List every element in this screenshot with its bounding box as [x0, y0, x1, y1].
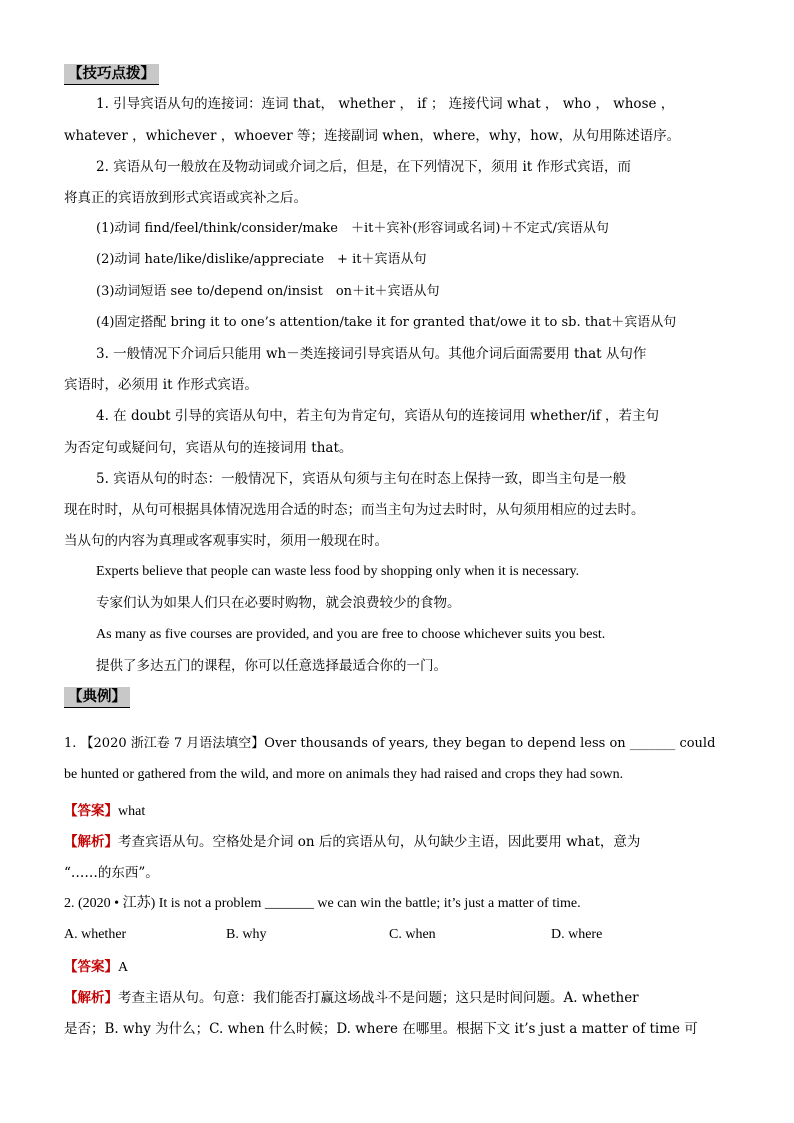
rule-3: (3)动词短语 see to/depend on/insist on＋it＋宾语从句 [96, 284, 440, 299]
answer-label: 【答案】 [64, 803, 118, 819]
example-sentence-2-en: As many as five courses are provided, and you are free to choose whichever suits you best. [96, 627, 606, 642]
analysis-text: 考查宾语从句。空格处是介词 on 后的宾语从句，从句缺少主语，因此要用 what，意为 [118, 834, 641, 850]
question-1-analysis-line-1 [64, 833, 640, 851]
option-a: A. whether [64, 927, 127, 942]
tip-2-line-1: 2. 宾语从句一般放在及物动词或介词之后，但是，在下列情况下，须用 it 作形式宾语，而 [96, 159, 631, 175]
question-2: 2. (2020 • 江苏) It is not a problem _______ we can win the battle; it’s just a matter of time. [64, 896, 581, 911]
tip-1-line-2: whatever ，whichever ，whoever 等；连接副词 when，where，why，how，从句用陈述语序。 [64, 128, 681, 144]
tip-4-line-2: 为否定句或疑问句，宾语从句的连接词用 that。 [64, 440, 353, 456]
question-1-answer [64, 802, 145, 821]
tip-3-line-2: 宾语时，必须用 it 作形式宾语。 [64, 377, 258, 393]
tip-2-line-2: 将真正的宾语放到形式宾语或宾补之后。 [64, 190, 307, 206]
answer-value: what [118, 804, 146, 819]
option-d: D. where [551, 927, 603, 942]
analysis-text: 考查主语从句。句意：我们能否打赢这场战斗不是问题；这只是时间问题。A. whether [118, 990, 639, 1006]
question-2-analysis-line-1 [64, 989, 639, 1007]
question-1-analysis-line-2: “……的东西”。 [64, 865, 159, 881]
section-header-tips: 【技巧点拨】 [64, 64, 159, 85]
example-sentence-1-zh: 专家们认为如果人们只在必要时购物，就会浪费较少的食物。 [96, 595, 461, 611]
tip-3-line-1: 3. 一般情况下介词后只能用 wh－类连接词引导宾语从句。其他介词后面需要用 that 从句作 [96, 346, 647, 362]
rule-2: (2)动词 hate/like/dislike/appreciate + it＋宾语从句 [96, 252, 427, 267]
tip-1-line-1: 1. 引导宾语从句的连接词：连词 that， whether ， if ； 连接代词 what ， who ， whose ， [96, 96, 675, 112]
section-header-examples: 【典例】 [64, 687, 130, 708]
tip-5-line-1: 5. 宾语从句的时态：一般情况下，宾语从句须与主句在时态上保持一致，即当主句是一般 [96, 471, 627, 487]
question-2-analysis-line-2: 是否；B. why 为什么；C. when 什么时候；D. where 在哪里。根据下文 it’s just a matter of time 可 [64, 1021, 698, 1037]
rule-4: (4)固定搭配 bring it to one’s attention/take it for granted that/owe it to sb. that＋宾语从句 [96, 315, 677, 330]
tip-5-line-3: 当从句的内容为真理或客观事实时，须用一般现在时。 [64, 533, 388, 549]
option-b: B. why [226, 927, 267, 942]
question-1-line-2: be hunted or gathered from the wild, and more on animals they had raised and crops they had sown. [64, 767, 624, 782]
example-sentence-2-zh: 提供了多达五门的课程，你可以任意选择最适合你的一门。 [96, 658, 447, 674]
rule-1: (1)动词 find/feel/think/consider/make ＋it＋宾补(形容词或名词)＋不定式/宾语从句 [96, 221, 609, 236]
question-1-line-1: 1. 【2020 浙江卷 7 月语法填空】Over thousands of years, they began to depend less on _______ could [64, 736, 716, 751]
question-2-answer [64, 958, 128, 977]
option-c: C. when [389, 927, 436, 942]
answer-label: 【答案】 [64, 959, 118, 975]
tip-5-line-2: 现在时时，从句可根据具体情况选用合适的时态；而当主句为过去时时，从句须用相应的过去时。 [64, 502, 645, 518]
analysis-label: 【解析】 [64, 834, 118, 850]
tip-4-line-1: 4. 在 doubt 引导的宾语从句中，若主句为肯定句，宾语从句的连接词用 whether/if ，若主句 [96, 408, 660, 424]
analysis-label: 【解析】 [64, 990, 118, 1006]
example-sentence-1-en: Experts believe that people can waste less food by shopping only when it is necessary. [96, 564, 580, 579]
answer-value: A [118, 960, 129, 975]
